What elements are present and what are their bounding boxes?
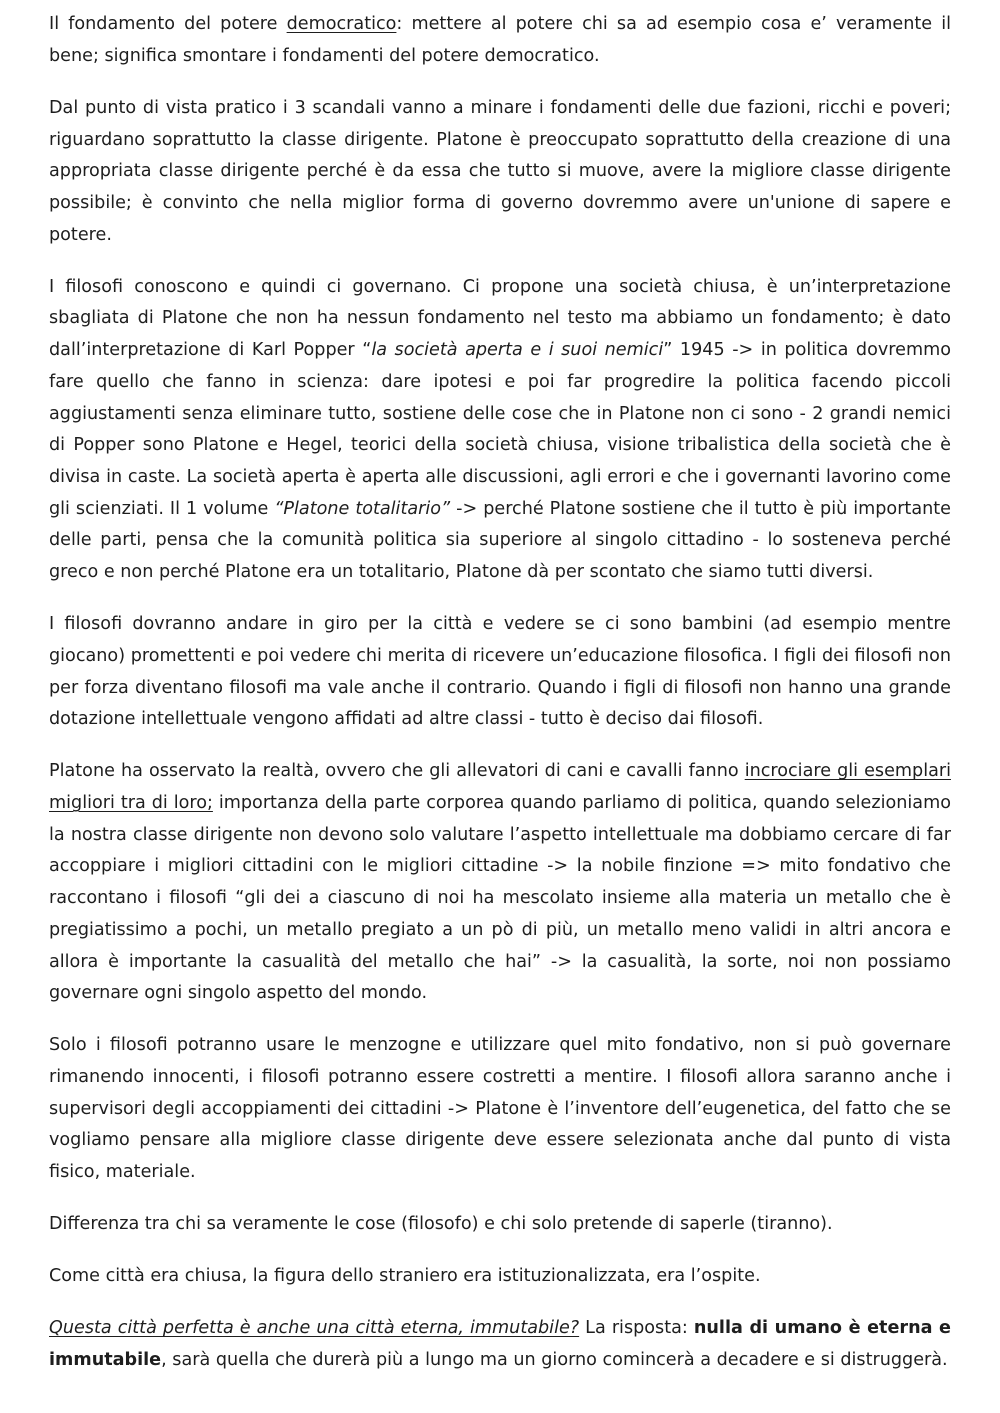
- text: -> perché Platone sostiene che il tutto è più importante delle parti, pensa che la comunità politica sia superiore al singolo cittadino - lo sosteneva perché greco e non perché Platone era un totalitario, Platone dà per scontato che siamo tutti diversi.: [49, 498, 951, 583]
- text: I filosofi dovranno andare in giro per la città e vedere se ci sono bambini (ad esempio mentre giocano) promettenti e poi vedere chi merita di ricevere un’educazione filosofica. I figli dei filosofi non per forza diventano filosofi ma vale anche il contrario. Quando i figli di filosofi non hanno una grande dotazione intellettuale vengono affidati ad altre classi - tutto è deciso dai filosofi.: [49, 614, 951, 730]
- text: Dal punto di vista pratico i 3 scandali vanno a minare i fondamenti delle due fazioni, ricchi e poveri; riguardano soprattutto la classe dirigente. Platone è preoccupato soprattutto della creazione di una appropriata classe dirigente perché è da essa che tutto si muove, avere la migliore classe dirigente possibile; è convinto che nella miglior forma di governo dovremmo avere un'unione di sapere e potere.: [49, 97, 951, 245]
- paragraph-eternal-city: [49, 1313, 951, 1376]
- text: I filosofi conoscono e quindi ci governano. Ci propone una società chiusa, è un’interpretazione sbagliata di Platone che non ha nessun fondamento nel testo ma abbiamo un fondamento; è dato dall’interpretazione di Karl Popper “: [49, 276, 951, 361]
- underlined-phrase: incrociare gli esemplari migliori tra di loro;: [49, 761, 951, 814]
- underlined-term: democratico: [286, 14, 397, 34]
- paragraph-eugenics: [49, 1030, 951, 1189]
- paragraph-noble-lie: [49, 756, 951, 1010]
- text: importanza della parte corporea quando parliamo di politica, quando selezioniamo la nostra classe dirigente non devono solo valutare l’aspetto intellettuale ma dobbiamo cercare di far accoppiare i migliori cittadini con le migliori cittadine -> la nobile finzione => mito fondativo che raccontano i filosofi “gli dei a ciascuno di noi ha mescolato insieme alla materia un metallo che è pregiatissimo a pochi, un metallo pregiato a un pò di più, un metallo meno validi in altri ancora e allora è importante la casualità del metallo che hai” -> la casualità, la sorte, noi non possiamo governare ogni singolo aspetto del mondo.: [49, 793, 951, 1004]
- text: Come città era chiusa, la figura dello straniero era istituzionalizzata, era l’ospite.: [49, 1266, 761, 1287]
- bold-answer: nulla di umano è eterna e immutabile: [49, 1318, 951, 1371]
- paragraph-foreigner: [49, 1261, 951, 1293]
- text: : mettere al potere chi sa ad esempio cosa e’ veramente il bene; significa smontare i fondamenti del potere democratico.: [49, 14, 951, 66]
- text: Differenza tra chi sa veramente le cose (filosofo) e chi solo pretende di saperle (tiranno).: [49, 1214, 833, 1235]
- text: Il fondamento del potere: [49, 14, 287, 34]
- italic-title: la società aperta e i suoi nemici: [371, 340, 664, 361]
- text: , sarà quella che durerà più a lungo ma un giorno comincerà a decadere e si distruggerà.: [161, 1350, 948, 1371]
- paragraph-philosopher-tyrant: [49, 1209, 951, 1241]
- text: ” 1945 -> in politica dovremmo fare quello che fanno in scienza: dare ipotesi e poi far progredire la politica facendo piccoli aggiustamenti senza eliminare tutto, sostiene delle cose che in Platone non ci sono - 2 grandi nemici di Popper sono Platone e Hegel, teorici della società chiusa, visione tribalistica della società che è divisa in caste. La società aperta è aperta alle discussioni, agli errori e che i governanti lavorino come gli scienziati. Il 1 volume: [49, 340, 951, 519]
- document-page: [49, 9, 951, 1397]
- underlined-question: Questa città perfetta è anche una città eterna, immutabile?: [49, 1318, 580, 1339]
- paragraph-democratic-power: [49, 9, 951, 72]
- italic-title: “Platone totalitario”: [274, 498, 451, 519]
- paragraph-popper: [49, 272, 951, 589]
- paragraph-education: [49, 609, 951, 736]
- text: La risposta:: [579, 1318, 694, 1339]
- text: Solo i filosofi potranno usare le menzogne e utilizzare quel mito fondativo, non si può governare rimanendo innocenti, i filosofi potranno essere costretti a mentire. I filosofi allora saranno anche i supervisori degli accoppiamenti dei cittadini -> Platone è l’inventore dell’eugenetica, del fatto che se vogliamo pensare alla migliore classe dirigente deve essere selezionata anche dal punto di vista fisico, materiale.: [49, 1035, 951, 1183]
- text: Platone ha osservato la realtà, ovvero che gli allevatori di cani e cavalli fanno: [49, 761, 745, 782]
- paragraph-ruling-class: [49, 93, 951, 252]
